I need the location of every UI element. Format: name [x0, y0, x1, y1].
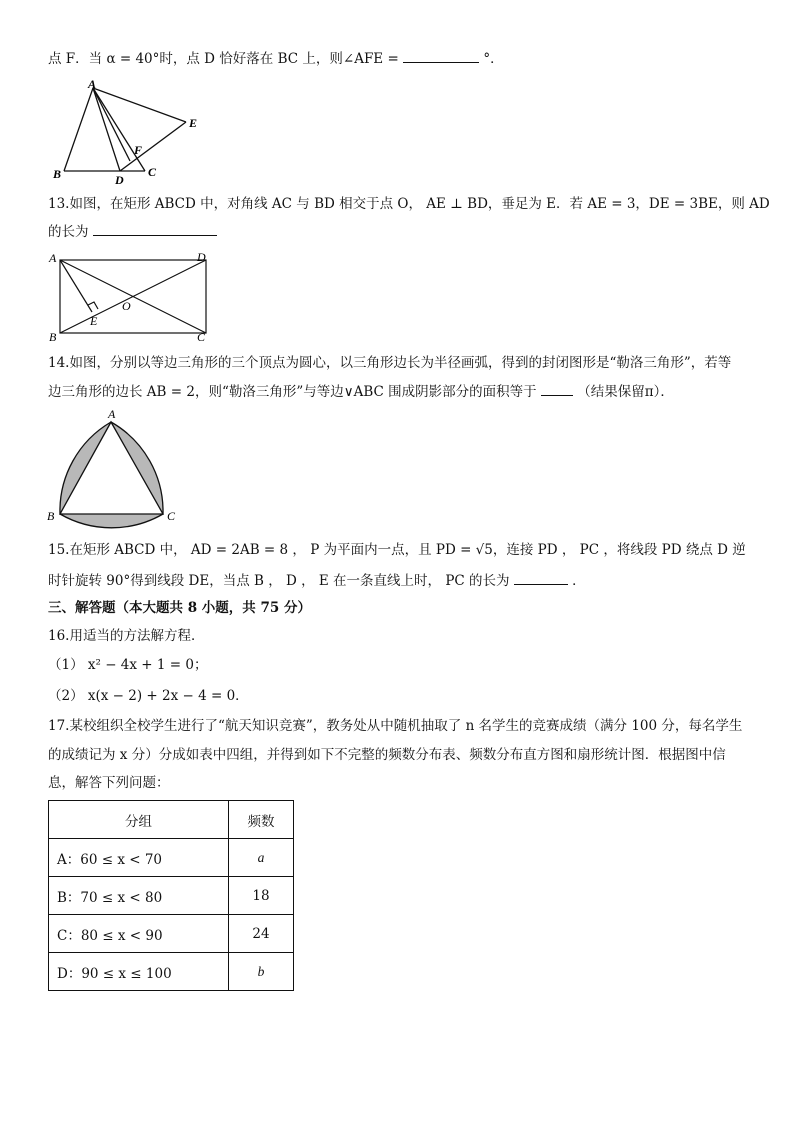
q14-line2-suffix: （结果保留π）．	[577, 384, 674, 400]
fig13-label-o: O	[122, 299, 131, 313]
q12-tail-suffix: °．	[483, 51, 504, 67]
table-header-row	[49, 801, 294, 839]
fig14-label-b: B	[47, 509, 55, 523]
table-cell-frequency: a	[229, 839, 294, 877]
table-cell-group: C：80 ≤ x < 90	[49, 915, 229, 953]
q14-answer-blank[interactable]	[541, 381, 573, 396]
table-cell-frequency: 24	[229, 915, 294, 953]
q13-line1: 13.如图，在矩形 ABCD 中，对角线 AC 与 BD 相交于点 O， AE ⊥ BD，垂足为 E．若 AE = 3，DE = 3BE，则 AD	[48, 196, 770, 212]
fig13-label-c: C	[197, 330, 206, 344]
q14-line2	[48, 381, 748, 402]
q12-tail-line	[48, 48, 748, 69]
q17-line1: 17.某校组织全校学生进行了“航天知识竞赛”，教务处从中随机抽取了 n 名学生的竞赛成绩（满分 100 分，每名学生	[48, 718, 743, 734]
q15-line1: 15.在矩形 ABCD 中， AD = 2AB = 8 ， P 为平面内一点，且 PD = √5，连接 PD ， PC ，将线段 PD 绕点 D 逆	[48, 542, 746, 558]
fig14-label-c: C	[167, 509, 176, 523]
fig12-label-c: C	[148, 165, 157, 179]
q12-tail-prefix: 点 F．当 α = 40°时，点 D 恰好落在 BC 上，则∠AFE =	[48, 51, 399, 67]
fig13-label-e: E	[90, 314, 98, 328]
table-cell-group: D：90 ≤ x ≤ 100	[49, 953, 229, 991]
figure-q12	[48, 78, 218, 188]
q13-answer-blank[interactable]	[93, 221, 217, 236]
q17-line2: 的成绩记为 x 分）分成如表中四组，并得到如下不完整的频数分布表、频数分布直方图和扇形统计图．根据图中信	[48, 747, 726, 763]
fig12-label-b: B	[53, 167, 62, 181]
table-row	[49, 839, 294, 877]
q15-line2	[48, 570, 748, 591]
fig13-label-d: D	[197, 250, 206, 264]
table-cell-frequency: 18	[229, 877, 294, 915]
table-header-frequency: 频数	[229, 801, 294, 839]
q15-answer-blank[interactable]	[514, 570, 568, 585]
table-row	[49, 915, 294, 953]
section-3-heading: 三、解答题（本大题共 8 小题，共 75 分）	[48, 600, 311, 616]
q16-equation-1: （1） x² − 4x + 1 = 0；	[48, 657, 208, 673]
q13-line2	[48, 221, 748, 242]
fig12-label-d: D	[115, 173, 124, 187]
q14-line2-text: 边三角形的边长 AB = 2，则“勒洛三角形”与等边∨ABC 围成阴影部分的面积等于	[48, 384, 537, 400]
table-row	[49, 877, 294, 915]
fig13-label-a: A	[49, 251, 57, 265]
table-cell-group: A：60 ≤ x < 70	[49, 839, 229, 877]
fig12-label-f: F	[134, 143, 143, 157]
q17-line3: 息，解答下列问题：	[48, 775, 170, 791]
q12-answer-blank[interactable]	[403, 48, 479, 63]
frequency-table	[48, 800, 294, 991]
q16-equation-2: （2） x(x − 2) + 2x − 4 = 0．	[48, 688, 249, 704]
fig12-label-a: A	[88, 78, 97, 91]
q13-line2-text: 的长为	[48, 224, 89, 240]
q15-line2-text: 时针旋转 90°得到线段 DE，当点 B ， D ， E 在一条直线上时， PC 的长为	[48, 573, 510, 589]
figure-q14	[46, 406, 196, 534]
table-cell-frequency: b	[229, 953, 294, 991]
q14-line1: 14.如图，分别以等边三角形的三个顶点为圆心，以三角形边长为半径画弧，得到的封闭图形是“勒洛三角形”，若等	[48, 355, 732, 371]
table-cell-group: B：70 ≤ x < 80	[49, 877, 229, 915]
fig12-label-e: E	[189, 116, 198, 130]
figure-q13	[46, 248, 216, 346]
table-header-group: 分组	[49, 801, 229, 839]
fig14-label-a: A	[108, 407, 116, 421]
table-row	[49, 953, 294, 991]
q15-line2-suffix: ．	[572, 573, 586, 589]
q16-title: 16.用适当的方法解方程．	[48, 628, 205, 644]
fig13-label-b: B	[49, 330, 57, 344]
